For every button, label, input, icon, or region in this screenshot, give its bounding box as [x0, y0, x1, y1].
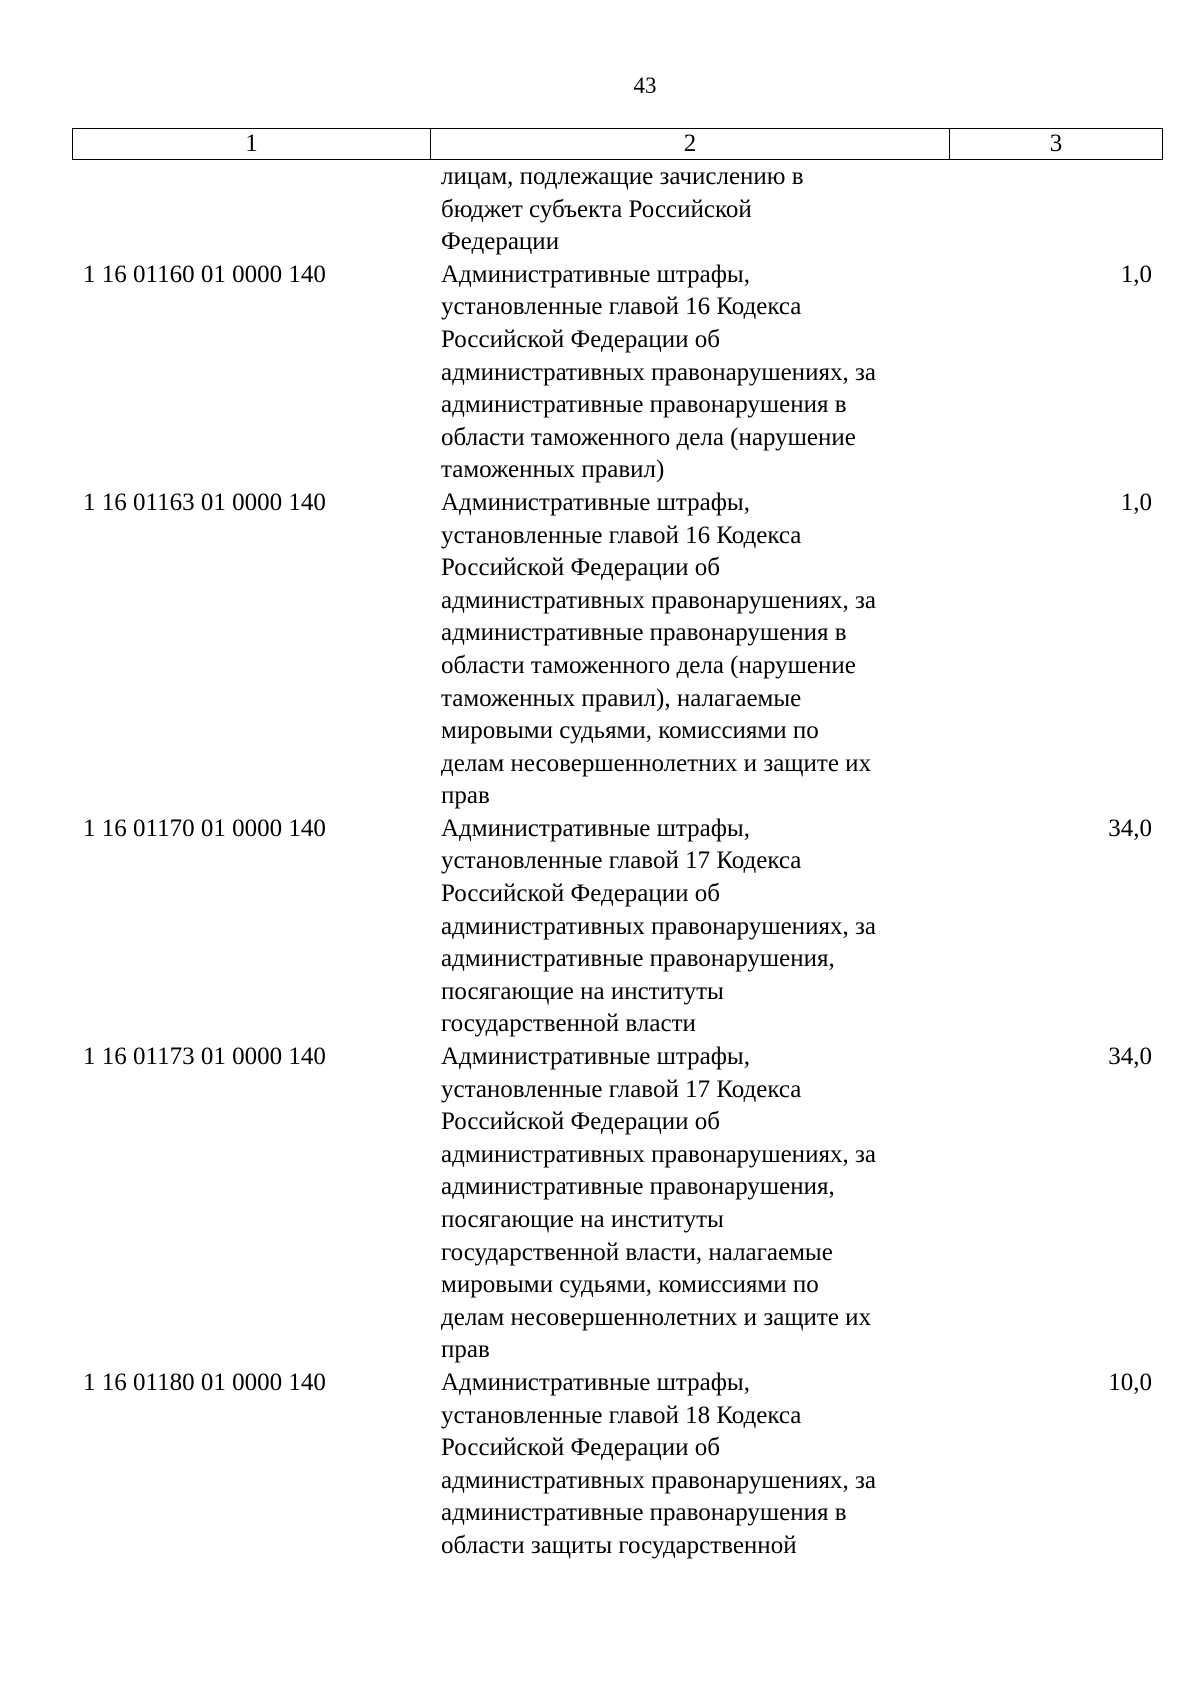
description-line: Административные штрафы, [441, 814, 750, 842]
description-line: административных правонарушениях, за [441, 912, 876, 940]
table-row [72, 259, 1163, 487]
description-line: установленные главой 16 Кодекса [441, 293, 802, 321]
description-line: административных правонарушениях, за [441, 1140, 876, 1168]
description-line: установленные главой 17 Кодекса [441, 1075, 802, 1103]
column-header-1: 1 [73, 129, 431, 159]
description-line: установленные главой 17 Кодекса [441, 847, 802, 875]
table-row [72, 1367, 1163, 1563]
description-line: административных правонарушениях, за [441, 358, 876, 386]
amount-cell: 1,0 [1120, 488, 1152, 516]
table-row [72, 487, 1163, 813]
budget-code-cell [72, 161, 430, 259]
description-line: области таможенного дела (нарушение [441, 651, 856, 679]
table-row [72, 813, 1163, 1041]
description-line: Российской Федерации об [441, 554, 720, 582]
amount-cell: 10,0 [1108, 1368, 1152, 1396]
description-line: посягающие на институты [441, 977, 724, 1005]
table-row [72, 161, 1163, 259]
description-line: бюджет субъекта Российской [441, 195, 752, 223]
description-cell [430, 1041, 949, 1367]
table-header [72, 128, 1163, 160]
description-cell [430, 161, 949, 259]
description-line: области таможенного дела (нарушение [441, 423, 856, 451]
description-cell [430, 813, 949, 1041]
description-line: административные правонарушения в [441, 391, 847, 419]
description-line: государственной власти, налагаемые [441, 1238, 833, 1266]
description-line: Административные штрафы, [441, 260, 750, 288]
amount-cell: 1,0 [1120, 260, 1152, 288]
page-number: 43 [633, 73, 657, 98]
description-cell [430, 1367, 949, 1563]
amount-cell [949, 161, 1163, 259]
description-line: административные правонарушения, [441, 1173, 835, 1201]
description-line: прав [441, 782, 490, 810]
description-line: Российской Федерации об [441, 1434, 720, 1462]
budget-code-cell: 1 16 01180 01 0000 140 [83, 1368, 326, 1396]
description-line: установленные главой 18 Кодекса [441, 1401, 802, 1429]
column-header-2: 2 [431, 129, 950, 159]
description-line: Российской Федерации об [441, 880, 720, 908]
description-line: делам несовершеннолетних и защите их [441, 749, 872, 777]
budget-code-cell: 1 16 01170 01 0000 140 [83, 814, 326, 842]
description-cell [430, 487, 949, 813]
table-row [72, 1041, 1163, 1367]
description-line: административные правонарушения в [441, 1499, 847, 1527]
description-line: административные правонарушения в [441, 619, 847, 647]
description-line: Федерации [441, 228, 560, 256]
description-line: мировыми судьями, комиссиями по [441, 1271, 819, 1299]
budget-code-cell: 1 16 01173 01 0000 140 [83, 1043, 326, 1071]
description-line: установленные главой 16 Кодекса [441, 521, 802, 549]
description-line: Российской Федерации об [441, 325, 720, 353]
description-line: Российской Федерации об [441, 1108, 720, 1136]
description-line: административных правонарушениях, за [441, 586, 876, 614]
description-line: таможенных правил), налагаемые [441, 684, 802, 712]
description-cell [430, 259, 949, 487]
description-line: посягающие на институты [441, 1206, 724, 1233]
description-line: лицам, подлежащие зачислению в [441, 163, 804, 190]
description-line: таможенных правил) [441, 456, 665, 484]
column-header-3: 3 [1049, 130, 1063, 157]
amount-cell: 34,0 [1108, 814, 1152, 842]
description-line: области защиты государственной [441, 1531, 797, 1559]
description-line: государственной власти [441, 1010, 696, 1038]
budget-code-cell: 1 16 01160 01 0000 140 [83, 260, 326, 288]
budget-code-cell: 1 16 01163 01 0000 140 [83, 488, 326, 516]
amount-cell: 34,0 [1108, 1043, 1152, 1071]
description-line: мировыми судьями, комиссиями по [441, 717, 819, 745]
description-line: прав [441, 1336, 490, 1364]
description-line: административных правонарушениях, за [441, 1466, 876, 1494]
description-line: административные правонарушения, [441, 945, 835, 973]
table-body [72, 161, 1163, 1563]
description-line: делам несовершеннолетних и защите их [441, 1303, 872, 1331]
description-line: Административные штрафы, [441, 1368, 750, 1396]
description-line: Административные штрафы, [441, 488, 750, 516]
description-line: Административные штрафы, [441, 1043, 750, 1071]
